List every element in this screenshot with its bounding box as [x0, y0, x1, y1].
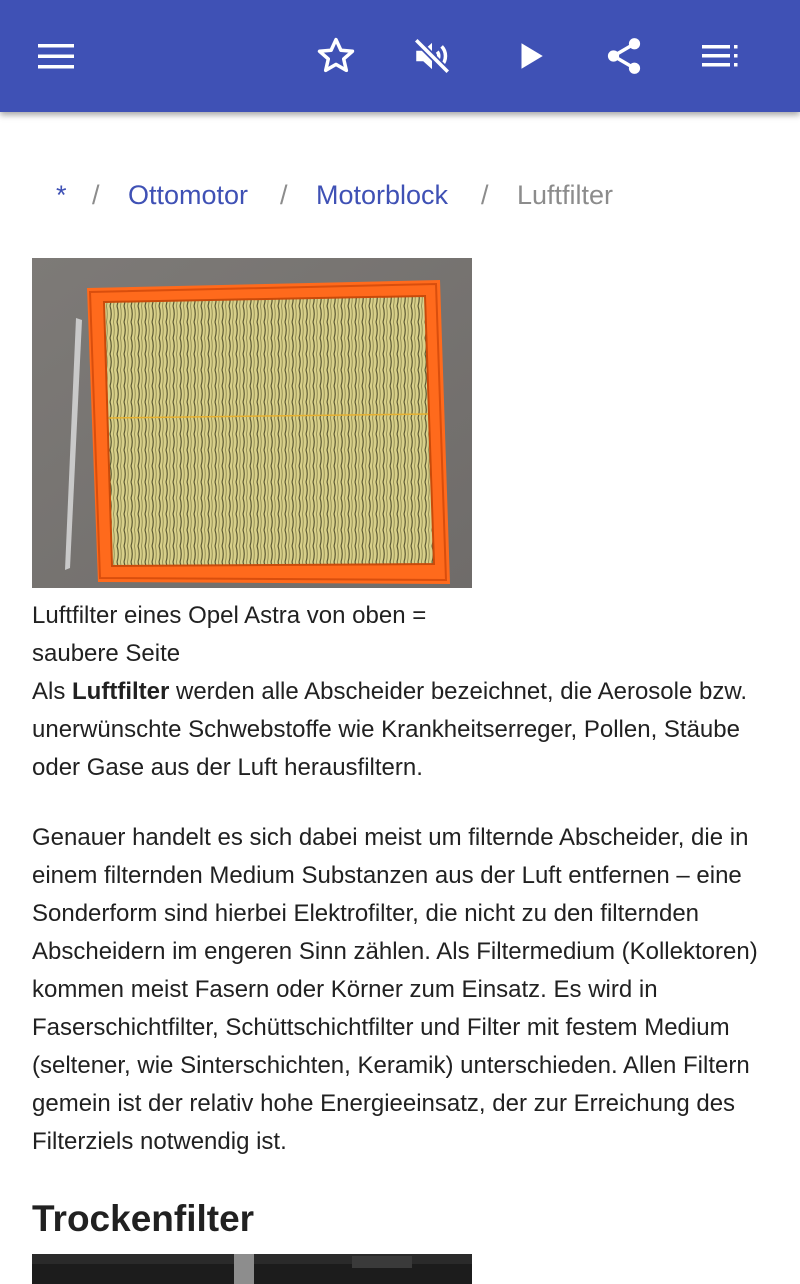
menu-icon[interactable] — [28, 28, 84, 84]
figure-caption: Luftfilter eines Opel Astra von oben = saubere Seite — [32, 602, 427, 667]
intro-prefix: Als — [32, 678, 73, 705]
share-icon[interactable] — [596, 28, 652, 84]
play-icon[interactable] — [502, 28, 558, 84]
body-paragraph: Genauer handelt es sich dabei meist um filternde Abscheider, die in einem filternden Medium Substanzen aus der Luft entfernen – eine Sonderform sind hierbei Elektrofilter, die nicht zu den filternden Abscheidern im engeren Sinn zählen. Als Filtermedium (Kollektoren) kommen meist Fasern oder Körner zum Einsatz. Es wird in Faserschichtfilter, Schüttschichtfilter und Filter mit festem Medium (seltener, wie Sinterschichten, Keramik) unterschieden. Allen Filtern gemein ist der relativ hohe Energieeinsatz, der zur Erreichung des Filterziels notwendig ist. — [32, 824, 758, 1155]
app-bar — [0, 0, 800, 112]
intro-term: Luftfilter — [72, 678, 170, 705]
section-heading: Trockenfilter — [32, 1198, 255, 1239]
star-icon[interactable] — [308, 28, 364, 84]
playlist-icon[interactable] — [692, 28, 748, 84]
intro-paragraph — [32, 673, 772, 787]
breadcrumb-link-ottomotor[interactable]: Ottomotor — [128, 180, 249, 210]
breadcrumb-link-motorblock[interactable]: Motorblock — [316, 180, 449, 210]
breadcrumb-separator: / — [92, 180, 100, 210]
breadcrumb-current: Luftfilter — [517, 180, 614, 210]
volume-off-icon[interactable] — [404, 28, 460, 84]
breadcrumb-separator: / — [280, 180, 288, 210]
breadcrumb — [0, 178, 800, 218]
breadcrumb-separator: / — [481, 180, 489, 210]
air-filter-photo[interactable] — [32, 258, 472, 588]
intro-text: werden alle Abscheider bezeichnet, die Aerosole bzw. unerwünschte Schwebstoffe wie Krankheitserreger, Pollen, Stäube oder Gase aus der Luft herausfiltern. — [32, 678, 748, 781]
breadcrumb-home-link[interactable]: * — [56, 180, 67, 210]
